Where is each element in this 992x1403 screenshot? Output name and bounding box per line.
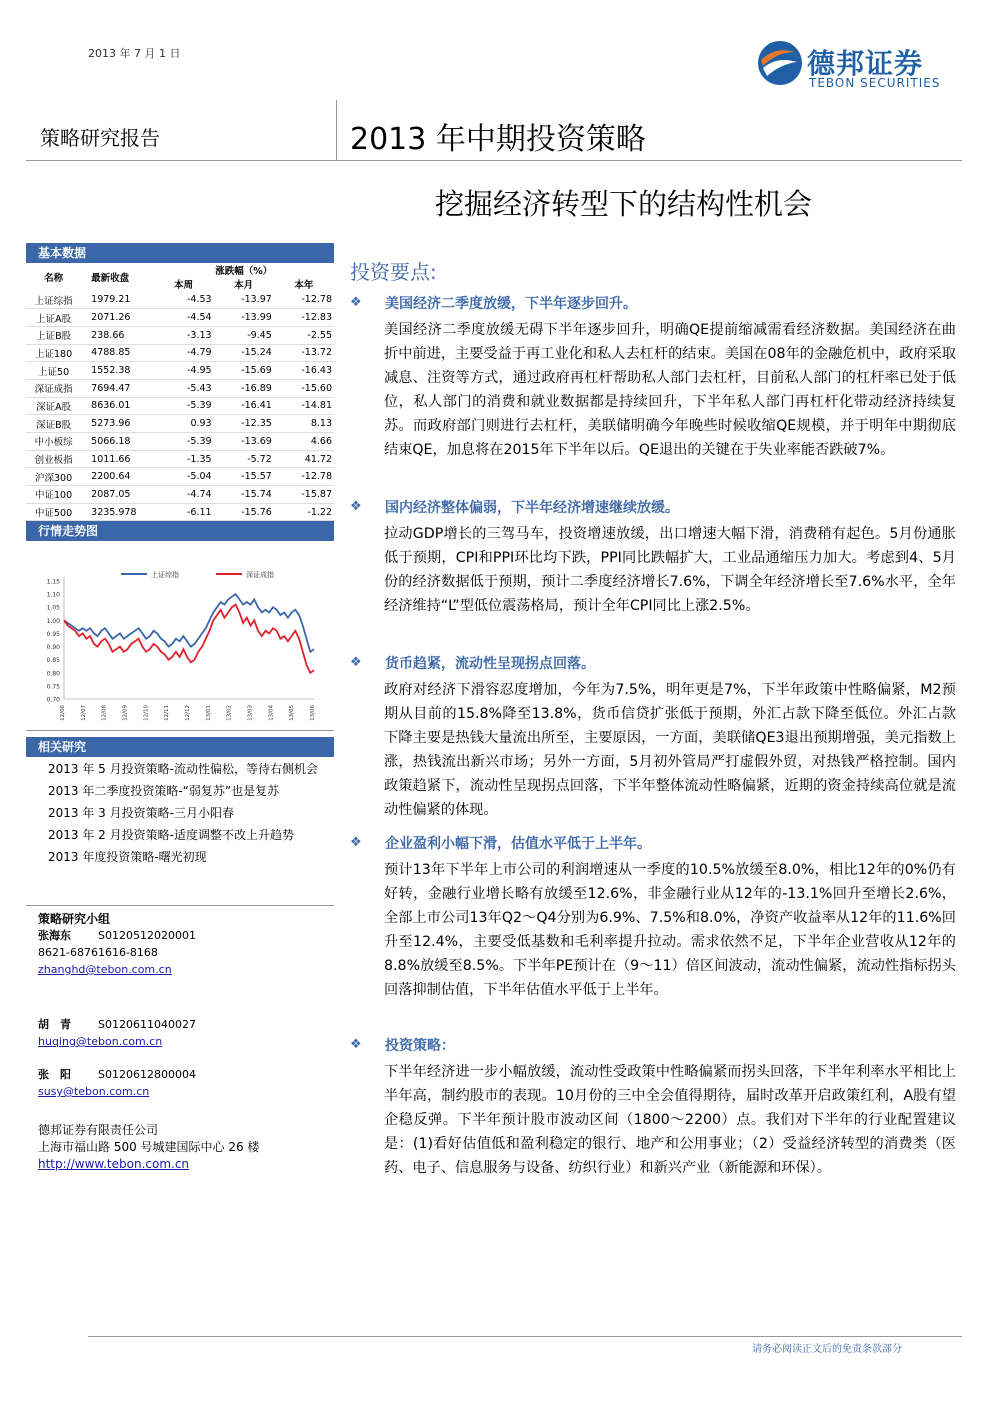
header-rule [26,160,962,161]
key-point-4 [350,835,956,1003]
cell-week: 0.93 [190,418,212,430]
cell-month: -9.45 [247,329,272,341]
cell-year: -15.87 [301,488,332,500]
cell-month: -16.41 [241,400,272,412]
report-subtitle: 挖掘经济转型下的结构性机会 [435,187,813,221]
cell-week: -5.39 [187,400,212,412]
diamond-bullet-icon: ❖ [350,655,362,670]
col-year: 本年 [294,280,314,291]
y-tick-label: 0.85 [46,657,60,665]
footer-disclaimer: 请务必阅读正文后的免责条款部分 [752,1344,902,1355]
cell-close: 238.66 [91,329,125,341]
cell-month: -12.35 [241,418,272,430]
table-row [26,503,334,521]
diamond-bullet-icon: ❖ [350,835,362,850]
cell-year: -15.60 [301,382,332,394]
x-tick-label: 12/06 [60,705,66,722]
table-row [26,450,334,468]
member-id: S0120612800004 [98,1068,196,1081]
related-research-item[interactable]: 2013 年度投资策略-曙光初现 [48,850,207,865]
point-title: 投资策略： [385,1038,455,1054]
company-info [38,1122,259,1173]
cell-name: 中小板综 [34,437,73,449]
table-row [26,468,334,486]
member-name: 张海东 [38,929,71,942]
member-1 [38,927,328,978]
cell-name: 上证50 [38,366,70,378]
legend-label: 深证成指 [246,571,274,580]
diamond-bullet-icon: ❖ [350,1037,362,1052]
table-row [26,344,334,362]
cell-week: -4.54 [187,312,212,324]
key-points-title: 投资要点: [350,260,437,284]
cell-close: 2087.05 [91,488,131,500]
basic-data-header: 基本数据 [26,243,334,263]
cell-month: -15.74 [241,488,272,500]
col-week: 本周 [173,280,193,291]
x-tick-label: 12/11 [164,705,171,722]
report-date: 2013 年 7 月 1 日 [88,47,181,60]
sidebar [26,243,334,869]
cell-week: -5.43 [187,382,212,394]
market-trend-chart [26,541,334,731]
report-title: 2013 年中期投资策略 [350,122,646,157]
company-name: 德邦证券有限责任公司 [38,1123,159,1137]
table-row [26,309,334,327]
member-name: 张 阳 [38,1068,71,1081]
x-tick-label: 13/02 [226,705,233,722]
cell-week: -4.53 [187,294,212,306]
cell-close: 3235.978 [91,506,137,518]
report-type: 策略研究报告 [40,126,160,150]
table-row [26,433,334,451]
y-tick-label: 0.75 [46,683,60,691]
point-title: 国内经济整体偏弱，下半年经济增速继续放缓。 [385,500,679,516]
cell-year: -12.78 [301,294,332,306]
cell-name: 中证100 [35,490,73,502]
legend-label: 上证综指 [151,571,179,580]
cell-year: -12.83 [301,312,332,324]
y-tick-label: 0.95 [46,631,60,639]
member-2 [38,1016,328,1050]
cell-month: -5.72 [247,453,272,465]
y-tick-label: 0.80 [46,670,60,678]
y-tick-label: 0.70 [46,696,60,704]
logo-mark-icon [757,40,803,86]
key-point-3 [350,655,956,823]
cell-close: 7694.47 [91,382,131,394]
cell-month: -13.69 [241,435,272,447]
strategy-team [38,910,328,1100]
cell-month: -13.97 [241,294,272,306]
key-point-1 [350,295,956,463]
table-row [26,486,334,504]
logo-english-text: TEBON SECURITIES [809,76,941,90]
cell-week: -4.95 [187,365,212,377]
team-title: 策略研究小组 [38,912,111,926]
y-tick-label: 0.90 [46,644,60,652]
company-logo [757,38,957,94]
point-title: 美国经济二季度放缓，下半年逐步回升。 [385,296,637,312]
trend-chart-svg [26,541,334,731]
cell-close: 1552.38 [91,365,131,377]
point-title: 企业盈利小幅下滑，估值水平低于上半年。 [385,836,651,852]
company-website-link[interactable]: http://www.tebon.com.cn [38,1157,190,1171]
member-email-link[interactable]: huqing@tebon.com.cn [38,1035,163,1048]
cell-week: -5.04 [187,471,212,483]
point-text: 政府对经济下滑容忍度增加，今年为7.5%，明年更是7%，下半年政策中性略偏紧，M2预期从目前的15.8%降至13.8%，货币信贷扩张低于预期，外汇占款下降至低位。外汇占款下降主要是热钱大量流出所至，主要原因，一方面，美联储QE3退出预期增强，美元指数上涨，热钱流出新兴市场；另外一方面，5月初外管局严打虚假外贸，对热钱严格控制。国内政策趋紧下，流动性呈现拐点回落，下半年整体流动性略偏紧，近期的资金持续高位就是流动性偏紧的体现。 [384,682,956,819]
cell-week: -4.79 [187,347,212,359]
point-title: 货币趋紧，流动性呈现拐点回落。 [385,656,595,672]
team-divider [26,905,334,906]
member-3 [38,1066,328,1100]
cell-name: 创业板指 [34,455,73,467]
series-line [64,595,314,653]
cell-year: 8.13 [310,418,332,430]
x-tick-label: 12/12 [185,705,191,722]
table-row [26,397,334,415]
cell-week: -1.35 [187,453,212,465]
series-line [64,605,314,673]
point-text: 预计13年下半年上市公司的利润增速从一季度的10.5%放缓至8.0%，相比12年的0%仍有好转，金融行业增长略有放缓至12.6%，非金融行业从12年的-13.1%回升至增长2.6%，全部上市公司13年Q2～Q4分别为6.9%、7.5%和8.0%，净资产收益率从12年的11.6%回升至12.4%，主要受低基数和毛利率提升拉动。需求依然不足，下半年企业营收从12年的8.8%放缓至8.5%。下半年PE预计在（9～11）倍区间波动，流动性偏紧，流动性指标拐头回落抑制估值，下半年估值水平低于上半年。 [384,862,956,999]
header-divider [336,100,337,160]
cell-name: 沪深300 [35,472,73,484]
cell-name: 中证500 [35,508,73,520]
cell-close: 2071.26 [91,312,131,324]
related-research-item[interactable]: 2013 年 3 月投资策略-三月小阳春 [48,806,234,821]
cell-close: 1979.21 [91,294,131,306]
footer-rule [88,1336,962,1337]
related-research-item[interactable]: 2013 年 2 月投资策略-适度调整不改上升趋势 [48,828,294,843]
key-point-2 [350,499,956,618]
point-text: 拉动GDP增长的三驾马车，投资增速放缓，出口增速大幅下滑，消费稍有起色。5月份通胀低于预期，CPI和PPI环比均下跌，PPI同比跌幅扩大，工业品通缩压力加大。考虑到4、5月份的经济数据低于预期，预计二季度经济增长7.6%，下调全年经济增长至7.6%水平，全年经济维持“L”型低位震荡格局，预计全年CPI同比上涨2.5%。 [384,526,956,615]
x-tick-label: 12/09 [122,705,129,722]
member-id: S0120611040027 [98,1018,196,1031]
key-point-5 [350,1037,956,1180]
table-row [26,379,334,397]
col-close: 最新收盘 [91,273,130,284]
cell-year: -1.22 [307,506,332,518]
diamond-bullet-icon: ❖ [350,499,362,514]
cell-name: 上证B股 [36,331,72,343]
cell-close: 8636.01 [91,400,131,412]
point-text: 下半年经济进一步小幅放缓，流动性受政策中性略偏紧而拐头回落，下半年利率水平相比上半年高，制约股市的表现。10月份的三中全会值得期待，届时改革开启政策红利，A股有望企稳反弹。下半年预计股市波动区间（1800～2200）点。我们对下半年的行业配置建议是：(1)看好估值低和盈利稳定的银行、地产和公用事业；（2）受益经济转型的消费类（医药、电子、信息服务与设备、纺织行业）和新兴产业（新能源和环保）。 [384,1064,956,1177]
trend-chart-header: 行情走势图 [26,521,334,541]
cell-close: 5066.18 [91,435,131,447]
y-tick-label: 1.00 [46,618,60,626]
col-name: 名称 [44,273,64,284]
cell-year: -13.72 [301,347,332,359]
table-row [26,326,334,344]
x-tick-label: 13/01 [205,705,212,722]
diamond-bullet-icon: ❖ [350,295,362,310]
cell-name: 深证成指 [34,384,73,396]
x-tick-label: 13/03 [247,705,254,722]
related-research-header: 相关研究 [26,737,334,757]
x-tick-label: 13/05 [289,705,296,722]
y-tick-label: 1.05 [46,605,60,613]
cell-name: 深证B股 [36,419,72,431]
cell-close: 2200.64 [91,471,131,483]
member-name: 胡 青 [38,1018,71,1031]
cell-year: -14.81 [301,400,332,412]
cell-month: -15.69 [241,365,272,377]
logo-chinese-text: 德邦证券 [807,47,924,80]
member-phone: 8621-68761616-8168 [38,946,158,959]
basic-data-table [26,263,334,521]
y-tick-label: 1.15 [46,578,60,586]
x-tick-label: 13/06 [310,705,316,722]
x-tick-label: 12/08 [101,705,108,722]
point-text: 美国经济二季度放缓无碍下半年逐步回升，明确QE提前缩减需看经济数据。美国经济在曲折中前进，主要受益于再工业化和私人去杠杆的结束。美国在08年的金融危机中，政府采取减息、注资等方式，通过政府再杠杆帮助私人部门去杠杆，目前私人部门的杠杆率已处于低位，私人部门的消费和就业数据都是持续回升，下半年私人部门再杠杆化带动经济持续复苏。而政府部门则进行去杠杆，美联储明确今年晚些时候收缩QE规模，并于明年中期彻底结束QE，加息将在2015年下半年以后。QE退出的关键在于失业率能否跌破7%。 [384,322,956,459]
cell-name: 上证综指 [34,295,73,307]
cell-year: -16.43 [301,365,332,377]
cell-month: -13.99 [241,312,272,324]
cell-week: -4.74 [187,488,212,500]
x-tick-label: 13/04 [268,705,275,722]
cell-year: -2.55 [307,329,332,341]
member-email-link[interactable]: susy@tebon.com.cn [38,1085,150,1098]
y-tick-label: 1.10 [46,592,60,600]
cell-week: -3.13 [187,329,212,341]
cell-close: 4788.85 [91,347,131,359]
cell-name: 上证A股 [36,313,72,325]
cell-month: -15.57 [241,471,272,483]
cell-name: 上证180 [35,348,73,360]
table-row [26,415,334,433]
col-month: 本月 [234,280,254,291]
x-tick-label: 12/10 [143,705,150,722]
cell-week: -5.39 [187,435,212,447]
member-email-link[interactable]: zhanghd@tebon.com.cn [38,963,172,976]
table-row [26,291,334,309]
cell-month: -16.89 [241,382,272,394]
cell-name: 深证A股 [36,401,72,413]
related-research-item[interactable]: 2013 年 5 月投资策略-流动性偏松，等待右侧机会 [48,762,318,777]
table-row [26,362,334,380]
member-id: S0120512020001 [98,929,196,942]
related-research-item[interactable]: 2013 年二季度投资策略-“弱复苏”也是复苏 [48,784,280,799]
cell-close: 1011.66 [91,453,131,465]
cell-year: 41.72 [304,453,332,465]
cell-week: -6.11 [187,506,212,518]
cell-year: -12.78 [301,471,332,483]
related-research-list [26,757,334,869]
company-address: 上海市福山路 500 号城建国际中心 26 楼 [38,1140,260,1154]
x-tick-label: 12/07 [80,705,87,722]
cell-year: 4.66 [310,435,332,447]
cell-month: -15.24 [241,347,272,359]
cell-month: -15.76 [241,506,272,518]
cell-close: 5273.96 [91,418,131,430]
col-change: 涨跌幅（%） [215,266,273,277]
